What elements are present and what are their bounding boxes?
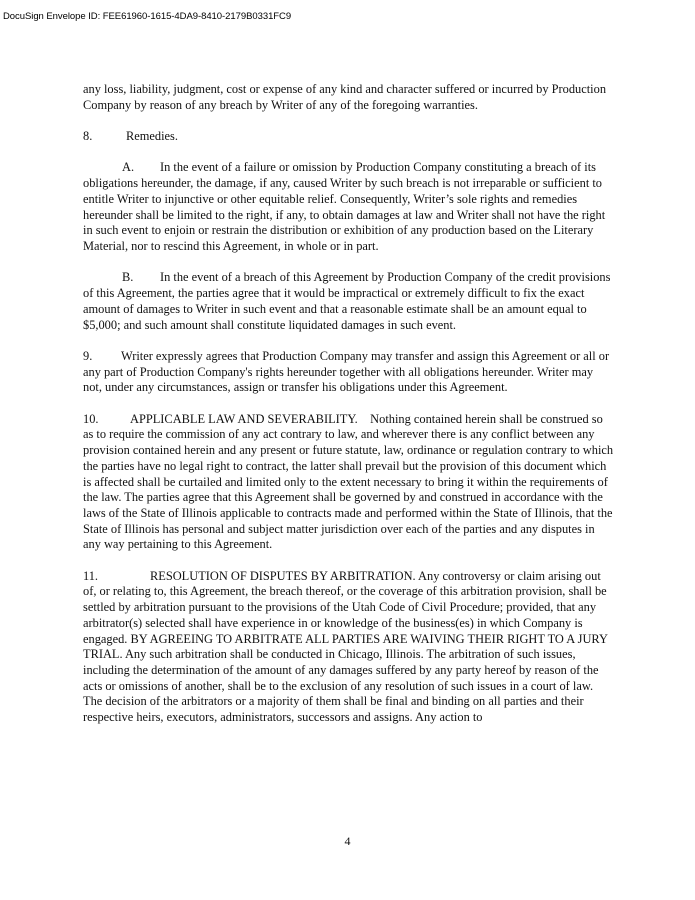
section-8-title: Remedies.: [126, 129, 178, 144]
section-10-paragraph: [83, 412, 615, 553]
carryover-paragraph: any loss, liability, judgment, cost or expense of any kind and character suffered or incurred by Production Company by reason of any breach by Writer of any of the foregoing warranties.: [83, 82, 607, 112]
docusign-envelope-id: DocuSign Envelope ID: FEE61960-1615-4DA9-8410-2179B0331FC9: [3, 11, 292, 22]
section-11-title: RESOLUTION OF DISPUTES BY ARBITRATION.: [150, 568, 416, 583]
section-10-title: APPLICABLE LAW AND SEVERABILITY.: [130, 411, 358, 426]
section-8a-text: In the event of a failure or omission by Production Company constituting a breach of its obligations hereunder, the damage, if any, caused Writer by such breach is not irreparable or sufficient to entitle Writer to injunctive or other equitable relief. Consequently, Writer’s sole rights and remedies hereunder shall be limited to the right, if any, to obtain damages at law and Writer shall not have the right in such event to enjoin or restrain the distribution or exhibition of any production based on the Literary Material, nor to rescind this Agreement, in whole or in part.: [83, 160, 606, 253]
section-10-text: Nothing contained herein shall be construed so as to require the commission of any act contrary to law, and wherever there is any conflict between any provision contained herein and any present or future statute, law, ordinance or regulation contrary to which the parties have no legal right to contract, the latter shall prevail but the provision of this document which is affected shall be curtailed and limited only to the extent necessary to bring it within the requirements of the law. The parties agree that this Agreement shall be governed by and construed in accordance with the laws of the State of Illinois applicable to contracts made and performed within the State of Illinois, that the State of Illinois has personal and subject matter jurisdiction over each of the parties and any disputes in any way pertaining to this Agreement.: [83, 411, 614, 552]
section-11-paragraph: [83, 569, 615, 726]
section-9-text: Writer expressly agrees that Production Company may transfer and assign this Agreement or all or any part of Production Company's rights hereunder together with all obligations hereunder. Writer may not, under any circumstances, assign or transfer his obligations under this Agreement.: [83, 348, 610, 395]
section-8b-label: B.: [122, 270, 134, 285]
section-11-text: Any controversy or claim arising out of, or relating to, this Agreement, the breach thereof, or the coverage of this arbitration provision, shall be settled by arbitration pursuant to the provisions of the Utah Code of Civil Procedure; provided, that any arbitrator(s) selected shall have experience in or knowledge of the business(es) in which Company is engaged. BY AGREEING TO ARBITRATE ALL PARTIES ARE WAIVING THEIR RIGHT TO A JURY TRIAL. Any such arbitration shall be conducted in Chicago, Illinois. The arbitration of such issues, including the determination of the amount of any damages suffered by any party hereof by reason of the acts or omissions of another, shall be to the exclusion of any resolution of such issues in a court of law. The decision of the arbitrators or a majority of them shall be final and binding on all parties and their respective heirs, executors, administrators, successors and assigns. Any action to: [83, 568, 608, 725]
section-9-paragraph: [83, 349, 615, 396]
section-8a-paragraph: [83, 160, 615, 254]
section-10-number: 10.: [83, 411, 99, 426]
section-8-heading: [83, 129, 615, 145]
section-11-number: 11.: [83, 568, 99, 583]
document-page: [83, 82, 615, 741]
section-8b-paragraph: [83, 270, 615, 333]
section-8a-label: A.: [122, 160, 135, 175]
section-8-number: 8.: [83, 129, 93, 144]
section-8b-text: In the event of a breach of this Agreement by Production Company of the credit provisions of this Agreement, the parties agree that it would be impractical or extremely difficult to fix the exact amount of damages to Writer in such event and that a reasonable estimate shall be an amount equal to $5,000; and such amount shall constitute liquidated damages in such event.: [83, 270, 611, 332]
section-9-number: 9.: [83, 348, 93, 363]
page-number: 4: [344, 834, 351, 848]
